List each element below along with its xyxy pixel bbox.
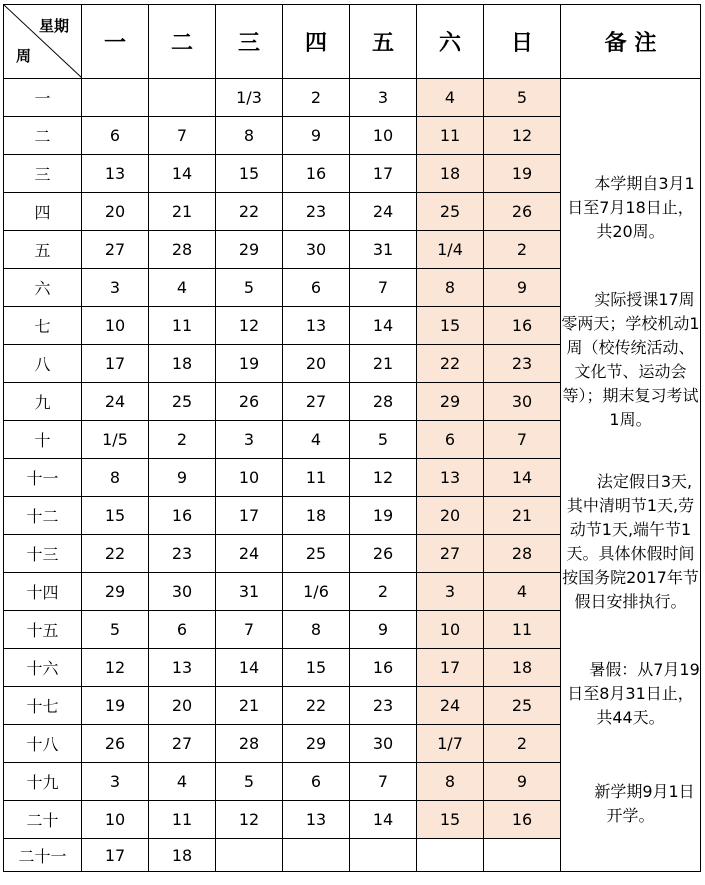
- date-cell: 30: [149, 573, 216, 611]
- date-cell: 21: [350, 345, 417, 383]
- day-header-wed: 三: [216, 5, 283, 79]
- date-cell: 6: [283, 269, 350, 307]
- date-cell: 10: [82, 801, 149, 839]
- date-cell: 29: [283, 725, 350, 763]
- note-paragraph: [561, 658, 700, 730]
- date-cell: 18: [283, 497, 350, 535]
- date-cell: 12: [350, 459, 417, 497]
- date-cell: 13: [283, 307, 350, 345]
- date-cell: 7: [350, 269, 417, 307]
- date-cell: 25: [484, 687, 561, 725]
- date-cell: 8: [283, 611, 350, 649]
- date-cell: 7: [149, 117, 216, 155]
- date-cell: [484, 839, 561, 872]
- date-cell: 27: [82, 231, 149, 269]
- date-cell: 2: [484, 725, 561, 763]
- date-cell: 26: [350, 535, 417, 573]
- note-text: 本学期自3月1日至7月18日止，共20周。: [567, 174, 695, 241]
- date-cell: 13: [417, 459, 484, 497]
- day-header-thu: 四: [283, 5, 350, 79]
- date-cell: 23: [149, 535, 216, 573]
- date-cell: 16: [149, 497, 216, 535]
- date-cell: 8: [216, 117, 283, 155]
- date-cell: 27: [283, 383, 350, 421]
- week-number-cell: 十六: [4, 649, 82, 687]
- date-cell: 21: [484, 497, 561, 535]
- date-cell: 18: [417, 155, 484, 193]
- date-cell: 2: [350, 573, 417, 611]
- date-cell: 23: [484, 345, 561, 383]
- date-cell: 2: [283, 79, 350, 117]
- date-cell: [417, 839, 484, 872]
- date-cell: 14: [350, 801, 417, 839]
- date-cell: 23: [350, 687, 417, 725]
- date-cell: 25: [417, 193, 484, 231]
- date-cell: 6: [82, 117, 149, 155]
- date-cell: 15: [417, 307, 484, 345]
- header-row: [4, 5, 701, 79]
- corner-header-cell: [4, 5, 82, 79]
- week-number-cell: 十七: [4, 687, 82, 725]
- note-paragraph: [561, 172, 700, 244]
- date-cell: 15: [216, 155, 283, 193]
- week-number-cell: 七: [4, 307, 82, 345]
- date-cell: 3: [417, 573, 484, 611]
- date-cell: 15: [82, 497, 149, 535]
- date-cell: 30: [484, 383, 561, 421]
- date-cell: 11: [283, 459, 350, 497]
- date-cell: 15: [417, 801, 484, 839]
- date-cell: 6: [149, 611, 216, 649]
- table-row: [4, 79, 701, 117]
- date-cell: 20: [283, 345, 350, 383]
- date-cell: 3: [350, 79, 417, 117]
- date-cell: 21: [149, 193, 216, 231]
- date-cell: 28: [350, 383, 417, 421]
- date-cell: 17: [216, 497, 283, 535]
- semester-calendar-table: [3, 4, 701, 872]
- date-cell: 28: [149, 231, 216, 269]
- date-cell: 22: [82, 535, 149, 573]
- note-paragraph: [561, 780, 700, 828]
- week-number-cell: 二十一: [4, 839, 82, 872]
- week-number-cell: 十八: [4, 725, 82, 763]
- date-cell: 31: [216, 573, 283, 611]
- date-cell: 1/3: [216, 79, 283, 117]
- date-cell: 12: [216, 307, 283, 345]
- date-cell: 27: [417, 535, 484, 573]
- date-cell: 9: [149, 459, 216, 497]
- date-cell: 11: [417, 117, 484, 155]
- day-header-mon: 一: [82, 5, 149, 79]
- date-cell: 16: [350, 649, 417, 687]
- date-cell: 12: [216, 801, 283, 839]
- week-number-cell: 十一: [4, 459, 82, 497]
- date-cell: 29: [82, 573, 149, 611]
- date-cell: 4: [417, 79, 484, 117]
- date-cell: 27: [149, 725, 216, 763]
- date-cell: 28: [484, 535, 561, 573]
- date-cell: 9: [484, 763, 561, 801]
- date-cell: 17: [417, 649, 484, 687]
- date-cell: 26: [82, 725, 149, 763]
- date-cell: 18: [149, 839, 216, 872]
- date-cell: 23: [283, 193, 350, 231]
- date-cell: 1/5: [82, 421, 149, 459]
- date-cell: 29: [216, 231, 283, 269]
- date-cell: 10: [417, 611, 484, 649]
- date-cell: 18: [149, 345, 216, 383]
- date-cell: 19: [82, 687, 149, 725]
- week-number-cell: 六: [4, 269, 82, 307]
- date-cell: 11: [149, 801, 216, 839]
- date-cell: 15: [283, 649, 350, 687]
- date-cell: 5: [484, 79, 561, 117]
- date-cell: 9: [350, 611, 417, 649]
- date-cell: 14: [149, 155, 216, 193]
- week-number-cell: 十五: [4, 611, 82, 649]
- date-cell: 31: [350, 231, 417, 269]
- date-cell: 24: [82, 383, 149, 421]
- date-cell: 18: [484, 649, 561, 687]
- date-cell: 11: [484, 611, 561, 649]
- day-header-sun: 日: [484, 5, 561, 79]
- day-header-sat: 六: [417, 5, 484, 79]
- day-header-fri: 五: [350, 5, 417, 79]
- week-number-cell: 二: [4, 117, 82, 155]
- note-text: 法定假日3天,其中清明节1天,劳动节1天,端午节1天。具体休假时间按国务院2017年节假日安排执行。: [562, 472, 699, 611]
- note-text: 实际授课17周零两天；学校机动1周（校传统活动、文化节、运动会等）；期末复习考试1周。: [561, 290, 700, 429]
- date-cell: 30: [283, 231, 350, 269]
- date-cell: [149, 79, 216, 117]
- date-cell: 16: [484, 801, 561, 839]
- week-number-cell: 十九: [4, 763, 82, 801]
- date-cell: 24: [417, 687, 484, 725]
- date-cell: 3: [82, 763, 149, 801]
- corner-week-label: 周: [16, 47, 32, 65]
- date-cell: 10: [350, 117, 417, 155]
- date-cell: 22: [417, 345, 484, 383]
- date-cell: 9: [484, 269, 561, 307]
- day-header-tue: 二: [149, 5, 216, 79]
- date-cell: 9: [283, 117, 350, 155]
- week-number-cell: 十二: [4, 497, 82, 535]
- date-cell: 13: [82, 155, 149, 193]
- date-cell: 6: [283, 763, 350, 801]
- date-cell: 3: [216, 421, 283, 459]
- date-cell: 4: [149, 269, 216, 307]
- date-cell: [216, 839, 283, 872]
- date-cell: 13: [283, 801, 350, 839]
- date-cell: 5: [216, 269, 283, 307]
- date-cell: 17: [82, 839, 149, 872]
- date-cell: 25: [149, 383, 216, 421]
- date-cell: 10: [82, 307, 149, 345]
- date-cell: 21: [216, 687, 283, 725]
- note-paragraph: [561, 288, 700, 432]
- date-cell: 29: [417, 383, 484, 421]
- date-cell: 1/6: [283, 573, 350, 611]
- date-cell: 17: [350, 155, 417, 193]
- date-cell: 24: [350, 193, 417, 231]
- week-number-cell: 十三: [4, 535, 82, 573]
- date-cell: 26: [216, 383, 283, 421]
- date-cell: 16: [283, 155, 350, 193]
- date-cell: 25: [283, 535, 350, 573]
- date-cell: 1/7: [417, 725, 484, 763]
- week-number-cell: 五: [4, 231, 82, 269]
- date-cell: [283, 839, 350, 872]
- date-cell: 20: [149, 687, 216, 725]
- week-number-cell: 十: [4, 421, 82, 459]
- week-number-cell: 四: [4, 193, 82, 231]
- week-number-cell: 九: [4, 383, 82, 421]
- calendar-body: [4, 79, 701, 872]
- date-cell: 20: [417, 497, 484, 535]
- date-cell: 10: [216, 459, 283, 497]
- date-cell: 1/4: [417, 231, 484, 269]
- notes-cell: [561, 79, 701, 872]
- date-cell: 7: [350, 763, 417, 801]
- date-cell: 20: [82, 193, 149, 231]
- date-cell: 4: [484, 573, 561, 611]
- date-cell: 13: [149, 649, 216, 687]
- date-cell: 2: [149, 421, 216, 459]
- date-cell: 22: [216, 193, 283, 231]
- week-number-cell: 十四: [4, 573, 82, 611]
- date-cell: 12: [82, 649, 149, 687]
- date-cell: 8: [417, 763, 484, 801]
- date-cell: 11: [149, 307, 216, 345]
- note-paragraph: [561, 470, 700, 614]
- date-cell: 28: [216, 725, 283, 763]
- date-cell: 16: [484, 307, 561, 345]
- notes-header: 备 注: [561, 5, 701, 79]
- date-cell: 14: [484, 459, 561, 497]
- date-cell: [350, 839, 417, 872]
- date-cell: 8: [417, 269, 484, 307]
- date-cell: 14: [216, 649, 283, 687]
- date-cell: 26: [484, 193, 561, 231]
- date-cell: 3: [82, 269, 149, 307]
- date-cell: 8: [82, 459, 149, 497]
- week-number-cell: 八: [4, 345, 82, 383]
- date-cell: 6: [417, 421, 484, 459]
- date-cell: 19: [350, 497, 417, 535]
- date-cell: 7: [484, 421, 561, 459]
- date-cell: 5: [82, 611, 149, 649]
- date-cell: 4: [149, 763, 216, 801]
- date-cell: 12: [484, 117, 561, 155]
- date-cell: 7: [216, 611, 283, 649]
- date-cell: 19: [484, 155, 561, 193]
- date-cell: 5: [350, 421, 417, 459]
- week-number-cell: 二十: [4, 801, 82, 839]
- date-cell: 14: [350, 307, 417, 345]
- week-number-cell: 三: [4, 155, 82, 193]
- date-cell: 22: [283, 687, 350, 725]
- date-cell: 4: [283, 421, 350, 459]
- date-cell: 2: [484, 231, 561, 269]
- week-number-cell: 一: [4, 79, 82, 117]
- date-cell: 24: [216, 535, 283, 573]
- date-cell: 5: [216, 763, 283, 801]
- date-cell: 17: [82, 345, 149, 383]
- date-cell: 19: [216, 345, 283, 383]
- corner-weekday-label: 星期: [38, 17, 69, 35]
- note-text: 暑假：从7月19日至8月31日止，共44天。: [567, 660, 700, 727]
- note-text: 新学期9月1日开学。: [594, 782, 695, 825]
- date-cell: [82, 79, 149, 117]
- date-cell: 30: [350, 725, 417, 763]
